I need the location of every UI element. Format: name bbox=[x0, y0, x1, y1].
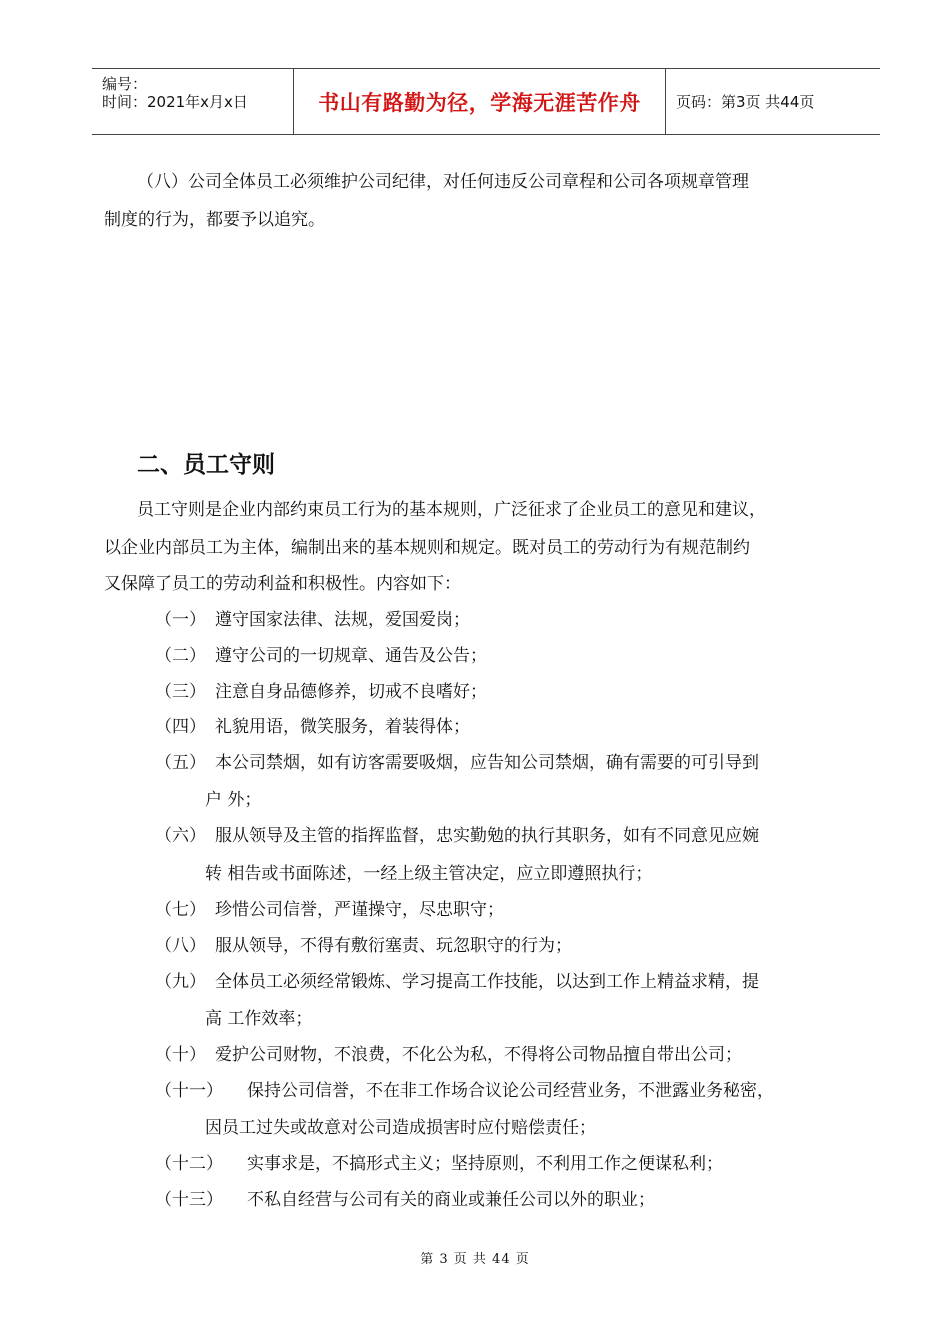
intro-line-2: 制度的行为，都要予以追究。 bbox=[104, 210, 325, 230]
page-label: 页码：第3页 共44页 bbox=[676, 93, 815, 111]
rule-text: 爱护公司财物，不浪费，不化公为私，不得将公司物品擅自带出公司； bbox=[215, 1045, 742, 1065]
rule-number: （五） bbox=[155, 753, 206, 773]
rule-number: （二） bbox=[155, 646, 206, 666]
rule-text: 全体员工必须经常锻炼、学习提高工作技能，以达到工作上精益求精，提 bbox=[215, 972, 759, 992]
page-header bbox=[92, 68, 880, 135]
section-desc-line-2: 以企业内部员工为主体，编制出来的基本规则和规定。既对员工的劳动行为有规范制约 bbox=[104, 538, 750, 558]
rule-continuation: 转 相告或书面陈述，一经上级主管决定，应立即遵照执行； bbox=[205, 864, 653, 884]
code-label: 编号： bbox=[102, 75, 148, 93]
rule-number: （九） bbox=[155, 972, 206, 992]
rule-text: 不私自经营与公司有关的商业或兼任公司以外的职业； bbox=[247, 1190, 655, 1210]
motto-text: 书山有路勤为径，学海无涯苦作舟 bbox=[318, 90, 641, 115]
rule-number: （六） bbox=[155, 826, 206, 846]
rule-number: （七） bbox=[155, 900, 206, 920]
rule-text: 注意自身品德修养，切戒不良嗜好； bbox=[215, 682, 487, 702]
section-title: 二、员工守则 bbox=[137, 452, 275, 478]
rule-number: （十一） bbox=[155, 1081, 223, 1101]
rule-text: 实事求是，不搞形式主义；坚持原则，不利用工作之便谋私利； bbox=[247, 1154, 723, 1174]
rule-text: 珍惜公司信誉，严谨操守，尽忠职守； bbox=[215, 900, 504, 920]
rule-text: 本公司禁烟，如有访客需要吸烟，应告知公司禁烟，确有需要的可引导到 bbox=[215, 753, 759, 773]
intro-line-1: （八）公司全体员工必须维护公司纪律，对任何违反公司章程和公司各项规章管理 bbox=[137, 172, 749, 192]
rule-text: 遵守公司的一切规章、通告及公告； bbox=[215, 646, 487, 666]
rule-number: （十） bbox=[155, 1045, 206, 1065]
time-label: 时间：2021年x月x日 bbox=[102, 93, 248, 111]
header-page-cell bbox=[666, 69, 880, 134]
page-footer: 第 3 页 共 44 页 bbox=[420, 1252, 530, 1267]
rule-text: 保持公司信誉，不在非工作场合议论公司经营业务，不泄露业务秘密， bbox=[247, 1081, 774, 1101]
rule-number: （一） bbox=[155, 610, 206, 630]
rule-text: 礼貌用语，微笑服务，着装得体； bbox=[215, 717, 470, 737]
rule-number: （十三） bbox=[155, 1190, 223, 1210]
rule-continuation: 因员工过失或故意对公司造成损害时应付赔偿责任； bbox=[205, 1118, 596, 1138]
header-meta bbox=[92, 69, 294, 134]
rule-text: 遵守国家法律、法规，爱国爱岗； bbox=[215, 610, 470, 630]
section-desc-line-1: 员工守则是企业内部约束员工行为的基本规则，广泛征求了企业员工的意见和建议， bbox=[137, 500, 766, 520]
section-desc-line-3: 又保障了员工的劳动利益和积极性。内容如下： bbox=[104, 574, 461, 594]
header-motto-cell bbox=[294, 69, 666, 134]
rule-number: （十二） bbox=[155, 1154, 223, 1174]
rule-text: 服从领导及主管的指挥监督，忠实勤勉的执行其职务，如有不同意见应婉 bbox=[215, 826, 759, 846]
rule-continuation: 高 工作效率； bbox=[205, 1009, 313, 1029]
rule-number: （三） bbox=[155, 682, 206, 702]
rule-text: 服从领导，不得有敷衍塞责、玩忽职守的行为； bbox=[215, 936, 572, 956]
rule-continuation: 户 外； bbox=[205, 790, 262, 810]
rule-number: （四） bbox=[155, 717, 206, 737]
rule-number: （八） bbox=[155, 936, 206, 956]
